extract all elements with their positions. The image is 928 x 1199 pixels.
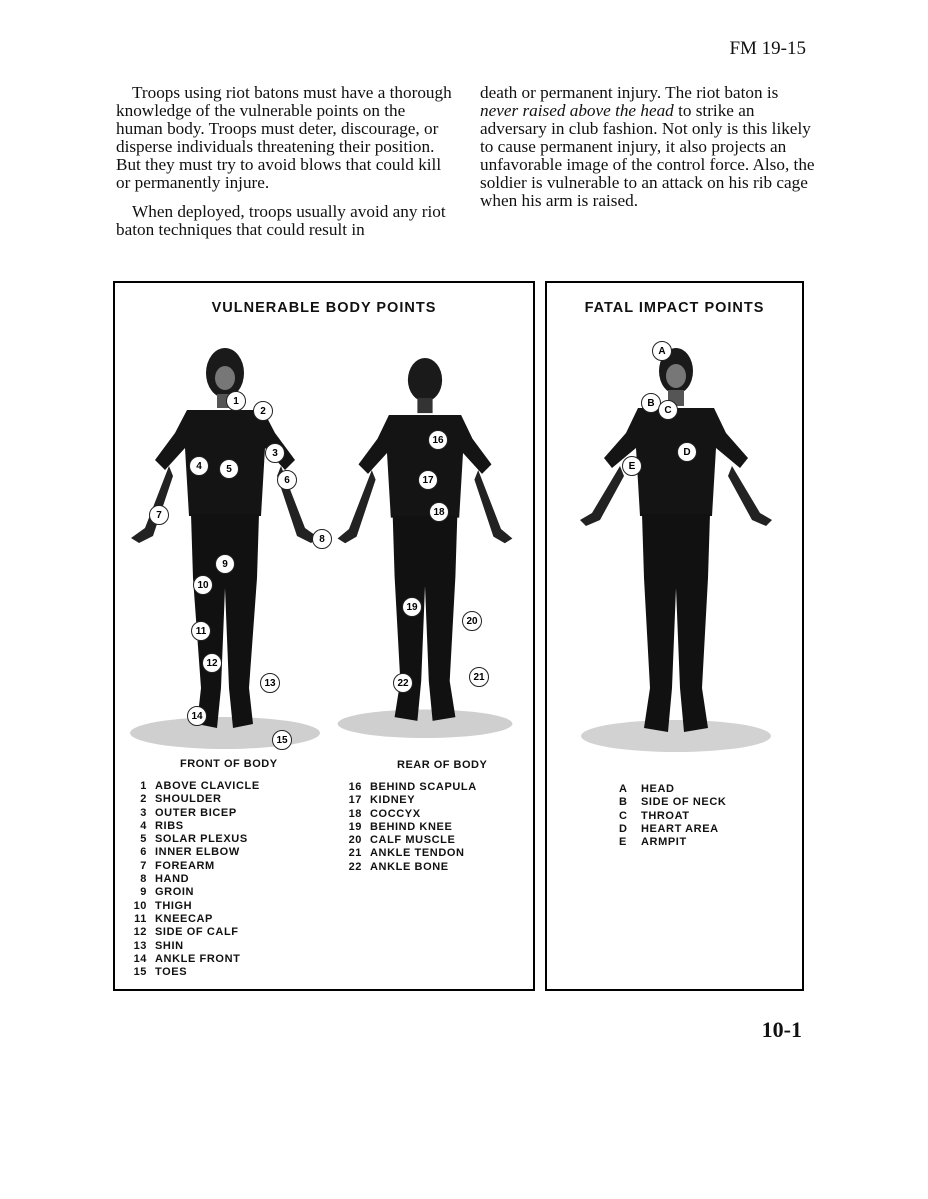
- legend-label: TOES: [155, 966, 188, 979]
- marker-10: 10: [193, 575, 213, 595]
- legend-item: [125, 807, 260, 820]
- front-of-body-caption: FRONT OF BODY: [180, 758, 278, 770]
- legend-number: C: [619, 809, 628, 822]
- fatal-points-legend: [619, 783, 726, 849]
- legend-number: 13: [133, 939, 147, 952]
- legend-number: 8: [140, 873, 147, 886]
- legend-item: [125, 886, 260, 899]
- legend-item: [125, 966, 260, 979]
- paragraph-3-start: death or permanent injury. The riot baton is: [480, 83, 779, 102]
- legend-number: 6: [140, 846, 147, 859]
- legend-number: 5: [140, 833, 147, 846]
- legend-item: [125, 926, 260, 939]
- legend-item: [619, 810, 726, 823]
- front-body-figure: [125, 338, 325, 758]
- legend-number: 1: [140, 780, 147, 792]
- rear-of-body-caption: REAR OF BODY: [397, 759, 488, 771]
- legend-number: 4: [140, 819, 147, 832]
- legend-item: [340, 834, 477, 847]
- legend-label: SOLAR PLEXUS: [155, 833, 248, 846]
- legend-number: 2: [140, 793, 147, 806]
- marker-14: 14: [187, 706, 207, 726]
- legend-item: [340, 847, 477, 860]
- legend-label: HEAD: [641, 783, 675, 795]
- legend-label: HEART AREA: [641, 822, 719, 835]
- legend-number: 10: [133, 899, 147, 912]
- marker-18: 18: [429, 502, 449, 522]
- legend-label: SIDE OF CALF: [155, 926, 239, 939]
- legend-label: HAND: [155, 873, 190, 886]
- legend-number: 22: [348, 860, 362, 873]
- legend-item: [619, 823, 726, 836]
- legend-label: CALF MUSCLE: [370, 834, 456, 847]
- legend-number: 14: [133, 952, 147, 965]
- legend-item: [340, 794, 477, 807]
- legend-label: THROAT: [641, 809, 690, 822]
- legend-label: GROIN: [155, 886, 195, 899]
- marker-11: 11: [191, 621, 211, 641]
- legend-item: [125, 913, 260, 926]
- legend-item: [125, 873, 260, 886]
- paragraph-3: [480, 84, 816, 210]
- legend-label: THIGH: [155, 899, 193, 912]
- legend-number: 17: [348, 794, 362, 807]
- marker-16: 16: [428, 430, 448, 450]
- legend-number: 7: [140, 859, 147, 872]
- legend-item: [125, 833, 260, 846]
- legend-label: SHIN: [155, 939, 184, 952]
- marker-2: 2: [253, 401, 273, 421]
- page-number: 10-1: [761, 1017, 802, 1042]
- legend-item: [125, 900, 260, 913]
- legend-number: 19: [348, 820, 362, 833]
- legend-number: 16: [348, 781, 362, 793]
- legend-label: ANKLE BONE: [370, 860, 449, 873]
- marker-12: 12: [202, 653, 222, 673]
- legend-label: INNER ELBOW: [155, 846, 240, 859]
- paragraph-1: Troops using riot batons must have a thorough knowledge of the vulnerable points on the human body. Troops must deter, discourage, or disperse individuals threatening their position. But they must try to avoid blows that could kill or permanently injure.: [116, 83, 452, 192]
- legend-number: 15: [133, 966, 147, 979]
- marker-21: 21: [469, 667, 489, 687]
- legend-item: [125, 940, 260, 953]
- marker-8: 8: [312, 529, 332, 549]
- legend-number: 20: [348, 834, 362, 847]
- marker-20: 20: [462, 611, 482, 631]
- legend-label: RIBS: [155, 819, 184, 832]
- legend-item: [619, 783, 726, 796]
- legend-number: 21: [348, 847, 362, 860]
- legend-number: B: [619, 796, 628, 809]
- legend-label: KIDNEY: [370, 794, 416, 807]
- legend-number: 11: [134, 912, 147, 925]
- marker-15: 15: [272, 730, 292, 750]
- legend-item: [125, 953, 260, 966]
- marker-9: 9: [215, 554, 235, 574]
- body-column-right: [480, 84, 816, 221]
- legend-label: ANKLE TENDON: [370, 847, 465, 860]
- fatal-panel-title: FATAL IMPACT POINTS: [584, 300, 765, 316]
- legend-item: [125, 860, 260, 873]
- body-column-left: [116, 84, 452, 250]
- legend-label: SHOULDER: [155, 793, 222, 806]
- legend-item: [125, 846, 260, 859]
- legend-item: [125, 820, 260, 833]
- marker-A: A: [652, 341, 672, 361]
- marker-6: 6: [277, 470, 297, 490]
- legend-item: [340, 781, 477, 794]
- legend-label: BEHIND SCAPULA: [370, 781, 477, 793]
- marker-3: 3: [265, 443, 285, 463]
- legend-item: [125, 780, 260, 793]
- marker-E: E: [622, 456, 642, 476]
- legend-number: E: [619, 836, 627, 849]
- legend-number: 9: [140, 886, 147, 899]
- legend-label: KNEECAP: [155, 912, 213, 925]
- legend-number: 18: [348, 807, 362, 820]
- paragraph-2: When deployed, troops usually avoid any riot baton techniques that could result in: [116, 202, 446, 239]
- legend-item: [340, 861, 477, 874]
- marker-13: 13: [260, 673, 280, 693]
- legend-label: SIDE OF NECK: [641, 796, 727, 809]
- legend-item: [125, 793, 260, 806]
- vulnerable-body-points-panel: [113, 281, 535, 991]
- rear-body-figure: [330, 338, 520, 758]
- legend-item: [619, 836, 726, 849]
- emphasis-never-raised: never raised above the head: [480, 101, 674, 120]
- legend-number: 12: [133, 926, 147, 939]
- vulnerable-panel-title: VULNERABLE BODY POINTS: [211, 300, 437, 316]
- rear-points-legend: [340, 781, 477, 874]
- legend-number: D: [619, 822, 628, 835]
- legend-label: ARMPIT: [641, 836, 687, 849]
- fatal-body-figure: [561, 338, 791, 758]
- manual-code: FM 19-15: [729, 38, 806, 59]
- marker-B: B: [641, 393, 661, 413]
- legend-number: A: [619, 783, 628, 795]
- marker-17: 17: [418, 470, 438, 490]
- legend-label: FOREARM: [155, 859, 215, 872]
- marker-22: 22: [393, 673, 413, 693]
- legend-number: 3: [140, 806, 147, 819]
- fatal-impact-points-panel: [545, 281, 804, 991]
- legend-item: [619, 796, 726, 809]
- legend-label: COCCYX: [370, 807, 421, 820]
- legend-label: BEHIND KNEE: [370, 820, 453, 833]
- marker-4: 4: [189, 456, 209, 476]
- marker-5: 5: [219, 459, 239, 479]
- marker-1: 1: [226, 391, 246, 411]
- front-points-legend: [125, 780, 260, 979]
- legend-label: ABOVE CLAVICLE: [155, 780, 260, 792]
- legend-label: ANKLE FRONT: [155, 952, 241, 965]
- marker-19: 19: [402, 597, 422, 617]
- marker-D: D: [677, 442, 697, 462]
- marker-7: 7: [149, 505, 169, 525]
- marker-C: C: [658, 400, 678, 420]
- legend-label: OUTER BICEP: [155, 806, 237, 819]
- legend-item: [340, 821, 477, 834]
- legend-item: [340, 808, 477, 821]
- paragraph-3-end: to strike an adversary in club fashion. Not only is this likely to cause permanent injury, it also projects an unfavorable image of the control force. Also, the soldier is vulnerable to an attack on his rib cage when his arm is raised.: [480, 101, 815, 210]
